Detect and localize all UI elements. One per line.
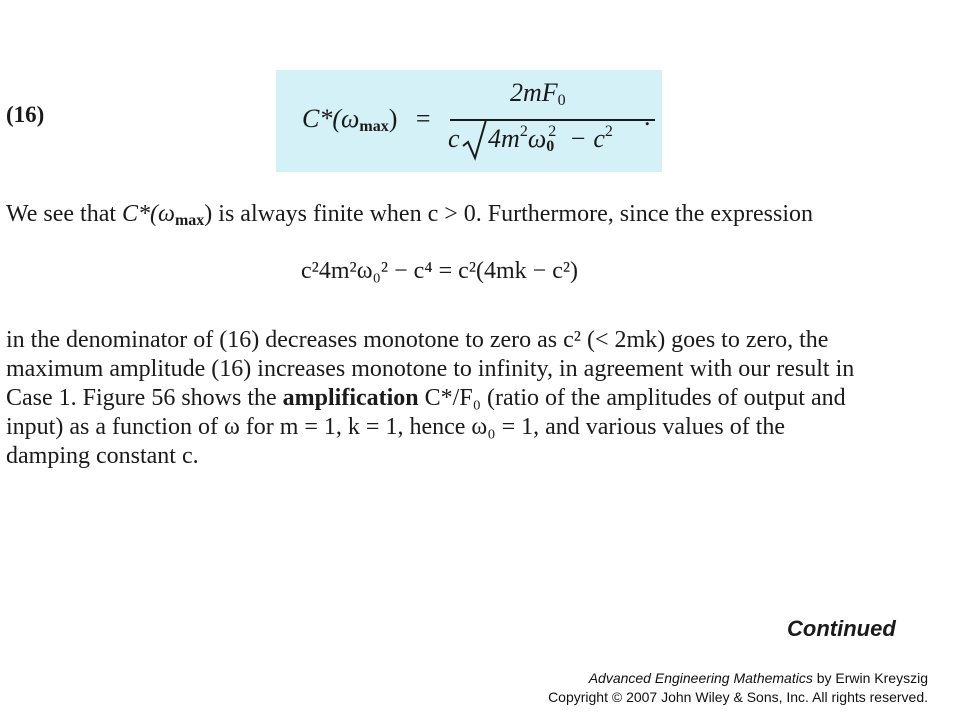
equation-period: .: [644, 102, 651, 131]
equation-denominator: c $4m^2\omega_0^2 - c^2$: [448, 124, 613, 154]
paragraph-line: damping constant c.: [6, 443, 199, 469]
paragraph-line: Case 1. Figure 56 shows the amplification C*/F₀ (ratio of the amplitudes of output and: [6, 385, 846, 411]
sqrt-icon: [462, 118, 488, 162]
paragraph-1: We see that $C*(\omega_{max})$ is always finite when c > 0. Furthermore, since the expression: [6, 201, 814, 229]
copyright-notice: Copyright © 2007 John Wiley & Sons, Inc. All rights reserved.: [548, 689, 928, 705]
sqrt-vinculum: [485, 118, 655, 122]
book-credit: [548, 669, 928, 688]
book-author: by Erwin Kreyszig: [812, 670, 928, 686]
paragraph-line: maximum amplitude (16) increases monotone to infinity, in agreement with our result in: [6, 356, 855, 382]
equation-number: (16): [6, 102, 45, 127]
paragraph-2: [6, 326, 946, 471]
bold-term: amplification: [282, 385, 419, 411]
paragraph-line: input) as a function of ω for m = 1, k = 1, hence ω₀ = 1, and various values of the: [6, 414, 786, 440]
book-title: Advanced Engineering Mathematics: [588, 670, 813, 686]
equation-expression: c²4m²ω₀² − c⁴ = c²(4mk − c²): [301, 258, 579, 284]
footer: [548, 669, 928, 707]
equation-lhs: $C*(\omega_{max})$ =: [302, 104, 431, 135]
continued-label: Continued: [787, 616, 896, 641]
paragraph-line: in the denominator of (16) decreases monotone to zero as c² (< 2mk) goes to zero, the: [6, 327, 829, 353]
equation-numerator: $2mF_0$: [510, 78, 566, 109]
